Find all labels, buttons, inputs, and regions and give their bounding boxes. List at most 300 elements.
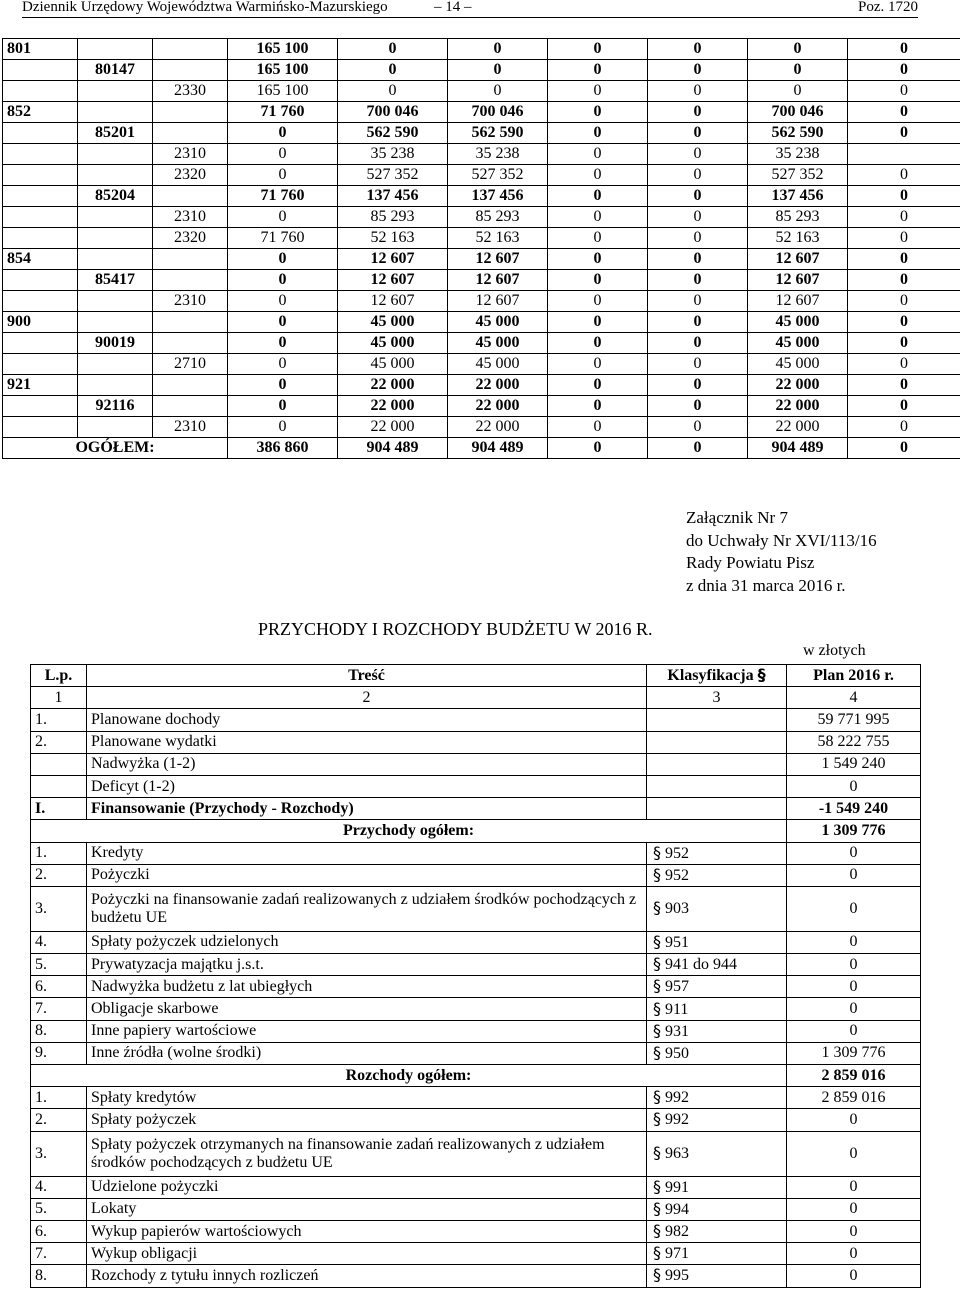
klasyfikacja-value: 992 [665,1089,689,1107]
value-cell: 35 238 [338,144,448,165]
total-row [3,438,960,459]
value-cell: 0 [648,375,748,396]
table-row [3,186,960,207]
value-cell: 0 [548,60,648,81]
total-label: OGÓŁEM: [3,438,228,459]
rozchody-total-row-label: Rozchody ogółem: [31,1065,787,1087]
value-cell: 0 [848,417,960,438]
value-cell: 0 [548,417,648,438]
lp-cell: 7. [31,1243,87,1265]
value-cell: 0 [228,207,338,228]
klasyfikacja-cell [647,954,787,976]
total-value: 0 [648,438,748,459]
paragraf-cell [153,270,228,291]
value-cell: 0 [748,39,848,60]
value-cell: 0 [848,270,960,291]
section-icon: § [653,1042,661,1062]
dzial-cell [3,417,78,438]
klasyfikacja-cell [647,709,787,731]
rozdzial-cell [78,354,153,375]
value-cell: 137 456 [448,186,548,207]
lp-cell: 4. [31,1176,87,1198]
value-cell: 22 000 [338,417,448,438]
value-cell: 12 607 [448,291,548,312]
tresc-cell: Kredyty [87,842,647,864]
value-cell: 0 [648,249,748,270]
value-cell: 45 000 [448,333,548,354]
value-cell: 0 [848,396,960,417]
value-cell: 52 163 [748,228,848,249]
revenue-expenditure-table [30,664,921,1288]
table-row [3,123,960,144]
attachment-note [686,507,877,597]
value-cell: 0 [228,375,338,396]
lp-cell [31,753,87,775]
paragraf-cell [153,396,228,417]
total-value: 386 860 [228,438,338,459]
lp-cell: 1. [31,709,87,731]
plan-cell: 0 [787,976,921,998]
value-cell: 12 607 [748,291,848,312]
value-cell: 12 607 [338,291,448,312]
value-cell: 0 [338,60,448,81]
value-cell: 22 000 [448,417,548,438]
value-cell: 0 [648,417,748,438]
value-cell: 45 000 [338,354,448,375]
value-cell: 0 [228,417,338,438]
value-cell: 0 [648,228,748,249]
value-cell: 0 [848,60,960,81]
value-cell: 22 000 [748,396,848,417]
value-cell: 0 [548,102,648,123]
tresc-cell: Pożyczki na finansowanie zadań realizowanych z udziałem środków pochodzących z budżetu UE [87,886,647,931]
section-icon: § [653,1087,661,1107]
value-cell: 700 046 [448,102,548,123]
dzial-cell [3,165,78,186]
dzial-cell [3,228,78,249]
rozdzial-cell: 85417 [78,270,153,291]
plan-cell: 0 [787,775,921,797]
value-cell: 45 000 [448,312,548,333]
value-cell: 35 238 [448,144,548,165]
value-cell: 0 [748,60,848,81]
klasyfikacja-value: 963 [665,1145,689,1163]
tresc-cell: Planowane dochody [87,709,647,731]
value-cell: 0 [648,60,748,81]
table-row [3,291,960,312]
list-item [31,1243,921,1265]
tresc-cell: Obligacje skarbowe [87,998,647,1020]
plan-cell: 0 [787,998,921,1020]
value-cell: 0 [848,123,960,144]
table-row [3,354,960,375]
header-text: L.p. [44,666,73,684]
value-cell: 0 [848,228,960,249]
lp-cell [31,775,87,797]
value-cell: 85 293 [448,207,548,228]
value-cell: 0 [548,144,648,165]
tresc-cell: Rozchody z tytułu innych rozliczeń [87,1265,647,1287]
value-cell: 0 [648,39,748,60]
value-cell: 52 163 [338,228,448,249]
value-cell: 0 [228,291,338,312]
plan-cell: 59 771 995 [787,709,921,731]
plan-cell: 0 [787,1020,921,1042]
tresc-cell: Inne papiery wartościowe [87,1020,647,1042]
value-cell: 0 [548,165,648,186]
lp-cell: 8. [31,1265,87,1287]
list-item [31,931,921,953]
section-icon: § [653,842,661,862]
przychody-total-row-label: Przychody ogółem: [31,820,787,842]
header-text: Treść [348,666,385,684]
klasyfikacja-cell [647,886,787,931]
klasyfikacja-value: 903 [665,900,689,918]
tresc-cell: Spłaty pożyczek [87,1109,647,1131]
paragraf-cell: 2320 [153,228,228,249]
rozdzial-cell [78,312,153,333]
table-row [3,417,960,438]
list-item [31,1020,921,1042]
plan-cell: -1 549 240 [787,798,921,820]
value-cell: 0 [548,249,648,270]
value-cell: 562 590 [338,123,448,144]
value-cell: 0 [338,39,448,60]
value-cell: 0 [228,123,338,144]
total-value: 0 [848,438,960,459]
header-text: Plan 2016 r. [813,666,894,684]
list-item [31,1087,921,1109]
dzial-cell [3,354,78,375]
klasyfikacja-cell [647,1176,787,1198]
klasyfikacja-value: 994 [665,1200,689,1218]
list-item [31,709,921,731]
paragraf-cell [153,123,228,144]
klasyfikacja-value: 950 [665,1044,689,1062]
rozdzial-cell [78,417,153,438]
table-row [3,207,960,228]
value-cell: 0 [848,312,960,333]
total-value: 904 489 [338,438,448,459]
value-cell: 22 000 [338,396,448,417]
plan-cell: 0 [787,954,921,976]
table-row [3,396,960,417]
rozdzial-cell [78,228,153,249]
section-icon: § [653,954,661,974]
section-icon: § [653,864,661,884]
section-icon: § [653,1198,661,1218]
page-header [0,0,960,18]
paragraf-cell [153,249,228,270]
value-cell: 700 046 [748,102,848,123]
dzial-cell [3,123,78,144]
list-item [31,1265,921,1287]
value-cell: 0 [848,81,960,102]
tresc-cell: Spłaty kredytów [87,1087,647,1109]
lp-cell: 5. [31,1198,87,1220]
list-item [31,1131,921,1176]
plan-cell: 0 [787,886,921,931]
value-cell: 71 760 [228,102,338,123]
paragraf-cell: 2320 [153,165,228,186]
klasyfikacja-cell [647,1109,787,1131]
lp-header [31,665,87,687]
plan-cell: 0 [787,842,921,864]
value-cell: 0 [548,123,648,144]
lp-cell: I. [31,798,87,820]
value-cell: 12 607 [338,249,448,270]
value-cell: 35 238 [748,144,848,165]
rozdzial-cell [78,81,153,102]
klasyfikacja-value: 951 [665,933,689,951]
table-row [3,144,960,165]
value-cell: 0 [848,333,960,354]
value-cell: 45 000 [748,312,848,333]
list-item [31,1109,921,1131]
tresc-cell: Udzielone pożyczki [87,1176,647,1198]
klasyfikacja-cell [647,931,787,953]
list-item [31,954,921,976]
paragraf-cell [153,312,228,333]
list-item [31,976,921,998]
plan-cell: 0 [787,1131,921,1176]
paragraf-cell: 2310 [153,207,228,228]
value-cell: 0 [648,312,748,333]
column-number: 3 [647,687,787,709]
lp-cell: 6. [31,1220,87,1242]
paragraf-cell: 2310 [153,417,228,438]
rozchody-total-row-value: 2 859 016 [787,1065,921,1087]
section-icon: § [653,1265,661,1285]
klasyfikacja-cell [647,1198,787,1220]
value-cell: 22 000 [748,375,848,396]
przychody-total-row-value: 1 309 776 [787,820,921,842]
attachment-line: z dnia 31 marca 2016 r. [686,575,846,595]
klasyfikacja-cell [647,842,787,864]
klasyfikacja-cell [647,1243,787,1265]
plan-cell: 2 859 016 [787,1087,921,1109]
dzial-cell [3,81,78,102]
dzial-cell: 921 [3,375,78,396]
dzial-cell: 852 [3,102,78,123]
value-cell: 45 000 [338,312,448,333]
paragraf-cell [153,60,228,81]
list-item [31,1176,921,1198]
value-cell: 0 [648,207,748,228]
value-cell: 165 100 [228,81,338,102]
list-item [31,731,921,753]
klasyfikacja-cell [647,1131,787,1176]
tresc-cell: Lokaty [87,1198,647,1220]
list-item [31,1042,921,1064]
value-cell: 45 000 [748,354,848,375]
section-icon: § [757,665,766,685]
lp-cell: 7. [31,998,87,1020]
section-icon: § [653,1221,661,1241]
value-cell: 700 046 [338,102,448,123]
klasyfikacja-value: 971 [665,1245,689,1263]
plan-cell: 0 [787,1176,921,1198]
klasyfikacja-cell [647,775,787,797]
plan-cell: 0 [787,1198,921,1220]
dzial-cell [3,396,78,417]
value-cell: 0 [848,39,960,60]
rozdzial-cell [78,144,153,165]
value-cell: 0 [648,102,748,123]
table-row [3,39,960,60]
value-cell: 22 000 [448,375,548,396]
paragraf-cell [153,39,228,60]
value-cell: 0 [228,270,338,291]
plan-cell: 0 [787,931,921,953]
klasyfikacja-value: 941 do 944 [665,956,737,974]
value-cell: 0 [648,186,748,207]
value-cell: 562 590 [448,123,548,144]
value-cell: 0 [448,81,548,102]
rozdzial-cell [78,165,153,186]
value-cell: 0 [548,312,648,333]
plan-cell: 0 [787,1109,921,1131]
klasyfikacja-header [647,665,787,687]
value-cell: 0 [848,207,960,228]
table-row [3,165,960,186]
paragraf-cell: 2710 [153,354,228,375]
lp-cell: 3. [31,886,87,931]
value-cell [848,144,960,165]
attachment-line: Rady Powiatu Pisz [686,553,815,572]
column-number: 2 [87,687,647,709]
header-rule [22,17,918,18]
section-icon: § [653,1143,661,1163]
value-cell: 22 000 [338,375,448,396]
paragraf-cell: 2310 [153,144,228,165]
klasyfikacja-value: 957 [665,978,689,996]
value-cell: 0 [228,396,338,417]
plan-cell: 0 [787,1220,921,1242]
dzial-cell: 801 [3,39,78,60]
value-cell: 71 760 [228,228,338,249]
value-cell: 0 [228,165,338,186]
paragraf-cell [153,333,228,354]
value-cell: 0 [648,144,748,165]
value-cell: 0 [338,81,448,102]
dzial-cell [3,207,78,228]
dzial-cell: 900 [3,312,78,333]
header-row [31,665,921,687]
lp-cell: 5. [31,954,87,976]
rozdzial-cell: 80147 [78,60,153,81]
table-row [3,249,960,270]
value-cell: 137 456 [748,186,848,207]
attachment-line: do Uchwały Nr XVI/113/16 [686,530,877,550]
header-text: Klasyfikacja [667,667,754,685]
value-cell: 0 [848,186,960,207]
value-cell: 45 000 [748,333,848,354]
section-icon: § [653,931,661,951]
rozdzial-cell [78,102,153,123]
klasyfikacja-cell [647,753,787,775]
value-cell: 85 293 [338,207,448,228]
tresc-cell: Finansowanie (Przychody - Rozchody) [87,798,647,820]
value-cell: 0 [228,249,338,270]
lp-cell: 1. [31,842,87,864]
value-cell: 0 [548,396,648,417]
value-cell: 0 [648,396,748,417]
value-cell: 12 607 [748,249,848,270]
value-cell: 0 [228,144,338,165]
value-cell: 12 607 [448,270,548,291]
plan-header [787,665,921,687]
klasyfikacja-value: 911 [665,1000,689,1018]
total-value: 904 489 [448,438,548,459]
value-cell: 165 100 [228,39,338,60]
value-cell: 165 100 [228,60,338,81]
value-cell: 0 [548,207,648,228]
budget-table [2,38,960,459]
lp-cell: 6. [31,976,87,998]
page-number: – 14 – [434,0,472,15]
table-row [3,333,960,354]
document-title: PRZYCHODY I ROZCHODY BUDŻETU W 2016 R. [258,619,653,639]
section-icon: § [653,1176,661,1196]
dzial-cell [3,333,78,354]
plan-cell: 1 549 240 [787,753,921,775]
list-item [31,798,921,820]
table-row [3,375,960,396]
paragraf-cell [153,102,228,123]
value-cell: 12 607 [748,270,848,291]
value-cell: 0 [648,291,748,312]
value-cell: 0 [548,228,648,249]
paragraf-cell [153,375,228,396]
value-cell: 0 [748,81,848,102]
lp-cell: 8. [31,1020,87,1042]
attachment-line: Załącznik Nr 7 [686,508,788,527]
lp-cell: 9. [31,1042,87,1064]
value-cell: 0 [228,354,338,375]
section-icon: § [653,1243,661,1263]
value-cell: 0 [648,165,748,186]
list-item [31,842,921,864]
rozdzial-cell [78,375,153,396]
value-cell: 0 [548,186,648,207]
value-cell: 0 [548,375,648,396]
rozdzial-cell [78,291,153,312]
plan-cell: 0 [787,1265,921,1287]
klasyfikacja-value: 992 [665,1111,689,1129]
value-cell: 527 352 [748,165,848,186]
list-item [31,775,921,797]
klasyfikacja-cell [647,1220,787,1242]
klasyfikacja-cell [647,731,787,753]
table-row [3,270,960,291]
tresc-cell: Pożyczki [87,864,647,886]
lp-cell: 4. [31,931,87,953]
value-cell: 0 [448,39,548,60]
value-cell: 52 163 [448,228,548,249]
klasyfikacja-cell [647,1265,787,1287]
section-icon: § [653,998,661,1018]
journal-title: Dziennik Urzędowy Województwa Warmińsko-Mazurskiego [22,0,388,15]
tresc-cell: Planowane wydatki [87,731,647,753]
table-row [3,312,960,333]
value-cell: 0 [848,354,960,375]
klasyfikacja-cell [647,1087,787,1109]
value-cell: 0 [848,375,960,396]
value-cell: 0 [228,333,338,354]
value-cell: 0 [848,291,960,312]
section-icon: § [653,898,661,918]
